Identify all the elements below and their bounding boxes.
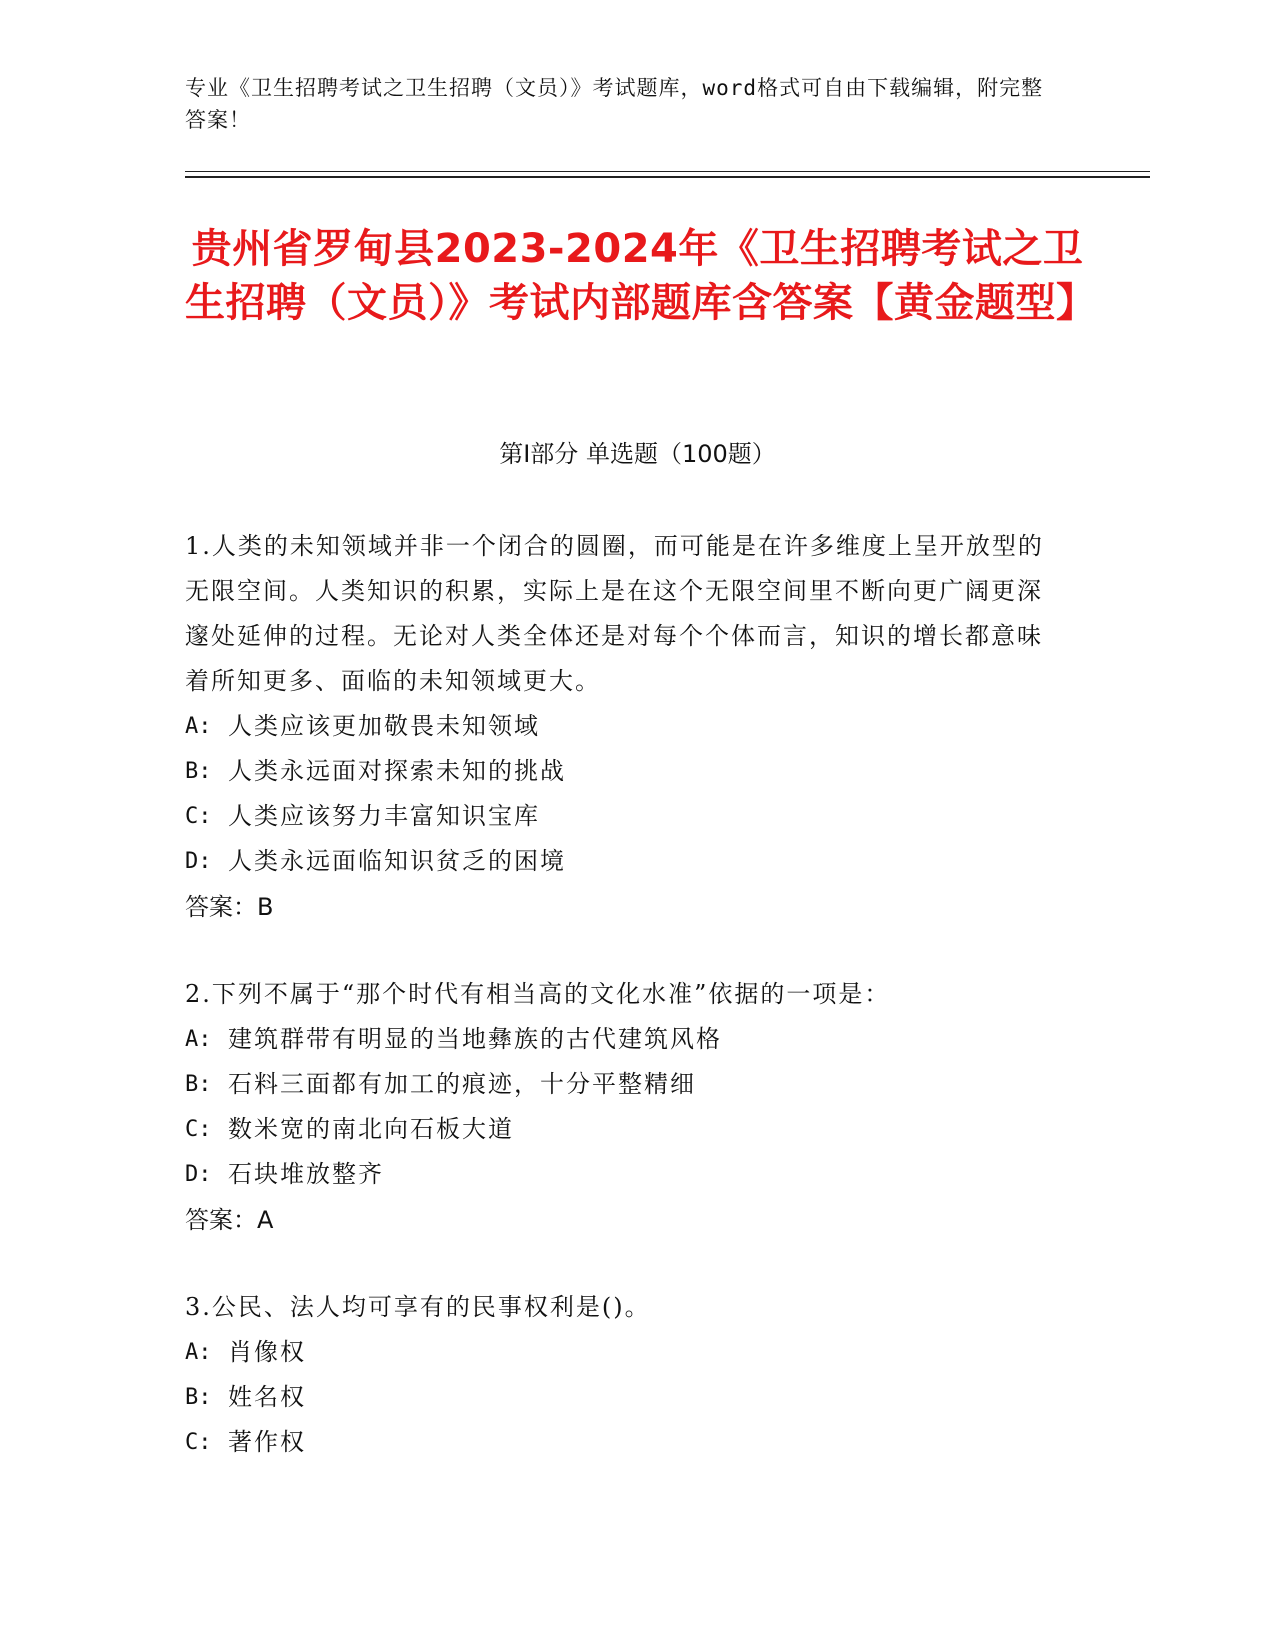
option-b bbox=[185, 749, 1065, 794]
option-text: 石块堆放整齐 bbox=[228, 1160, 384, 1188]
question-2 bbox=[185, 972, 1065, 1243]
option-a bbox=[185, 704, 1065, 749]
option-letter: B: bbox=[185, 1072, 212, 1097]
option-letter: A: bbox=[185, 1340, 212, 1365]
option-letter: A: bbox=[185, 714, 212, 739]
question-3 bbox=[185, 1285, 1065, 1465]
header-rule-thin bbox=[185, 171, 1150, 172]
header-note: 专业《卫生招聘考试之卫生招聘（文员）》考试题库，word格式可自由下载编辑，附完整答案！ bbox=[185, 76, 1044, 132]
option-letter: D: bbox=[185, 849, 212, 874]
question-list bbox=[185, 524, 1065, 1507]
option-letter: C: bbox=[185, 804, 212, 829]
option-a bbox=[185, 1017, 1065, 1062]
option-text: 姓名权 bbox=[228, 1383, 306, 1411]
question-stem: 1.人类的未知领域并非一个闭合的圆圈，而可能是在许多维度上呈开放型的无限空间。人类知识的积累，实际上是在这个无限空间里不断向更广阔更深邃处延伸的过程。无论对人类全体还是对每个个体而言，知识的增长都意味着所知更多、面临的未知领域更大。 bbox=[185, 532, 1044, 695]
answer-line: 答案：A bbox=[185, 1206, 274, 1234]
answer-line: 答案：B bbox=[185, 893, 274, 921]
option-letter: A: bbox=[185, 1027, 212, 1052]
header-rule-thick bbox=[185, 176, 1150, 178]
option-text: 肖像权 bbox=[228, 1338, 306, 1366]
option-b bbox=[185, 1062, 1065, 1107]
option-letter: B: bbox=[185, 759, 212, 784]
option-text: 石料三面都有加工的痕迹，十分平整精细 bbox=[228, 1070, 696, 1098]
option-c bbox=[185, 1107, 1065, 1152]
option-text: 人类永远面对探索未知的挑战 bbox=[228, 757, 566, 785]
question-stem: 2.下列不属于“那个时代有相当高的文化水准”依据的一项是： bbox=[185, 980, 891, 1008]
option-b bbox=[185, 1375, 1065, 1420]
option-letter: D: bbox=[185, 1162, 212, 1187]
option-c bbox=[185, 794, 1065, 839]
option-d bbox=[185, 1152, 1065, 1197]
option-letter: C: bbox=[185, 1430, 212, 1455]
option-text: 建筑群带有明显的当地彝族的古代建筑风格 bbox=[228, 1025, 722, 1053]
option-d bbox=[185, 839, 1065, 884]
option-c bbox=[185, 1420, 1065, 1465]
option-text: 人类永远面临知识贫乏的困境 bbox=[228, 847, 566, 875]
option-text: 著作权 bbox=[228, 1428, 306, 1456]
question-stem: 3.公民、法人均可享有的民事权利是()。 bbox=[185, 1293, 651, 1321]
option-text: 人类应该更加敬畏未知领域 bbox=[228, 712, 540, 740]
section-heading: 第Ⅰ部分 单选题（100题） bbox=[499, 440, 776, 468]
question-1 bbox=[185, 524, 1065, 930]
option-a bbox=[185, 1330, 1065, 1375]
option-text: 人类应该努力丰富知识宝库 bbox=[228, 802, 540, 830]
option-letter: B: bbox=[185, 1385, 212, 1410]
document-title: 贵州省罗甸县2023-2024年《卫生招聘考试之卫生招聘（文员）》考试内部题库含答案【黄金题型】 bbox=[185, 226, 1097, 326]
option-letter: C: bbox=[185, 1117, 212, 1142]
option-text: 数米宽的南北向石板大道 bbox=[228, 1115, 514, 1143]
